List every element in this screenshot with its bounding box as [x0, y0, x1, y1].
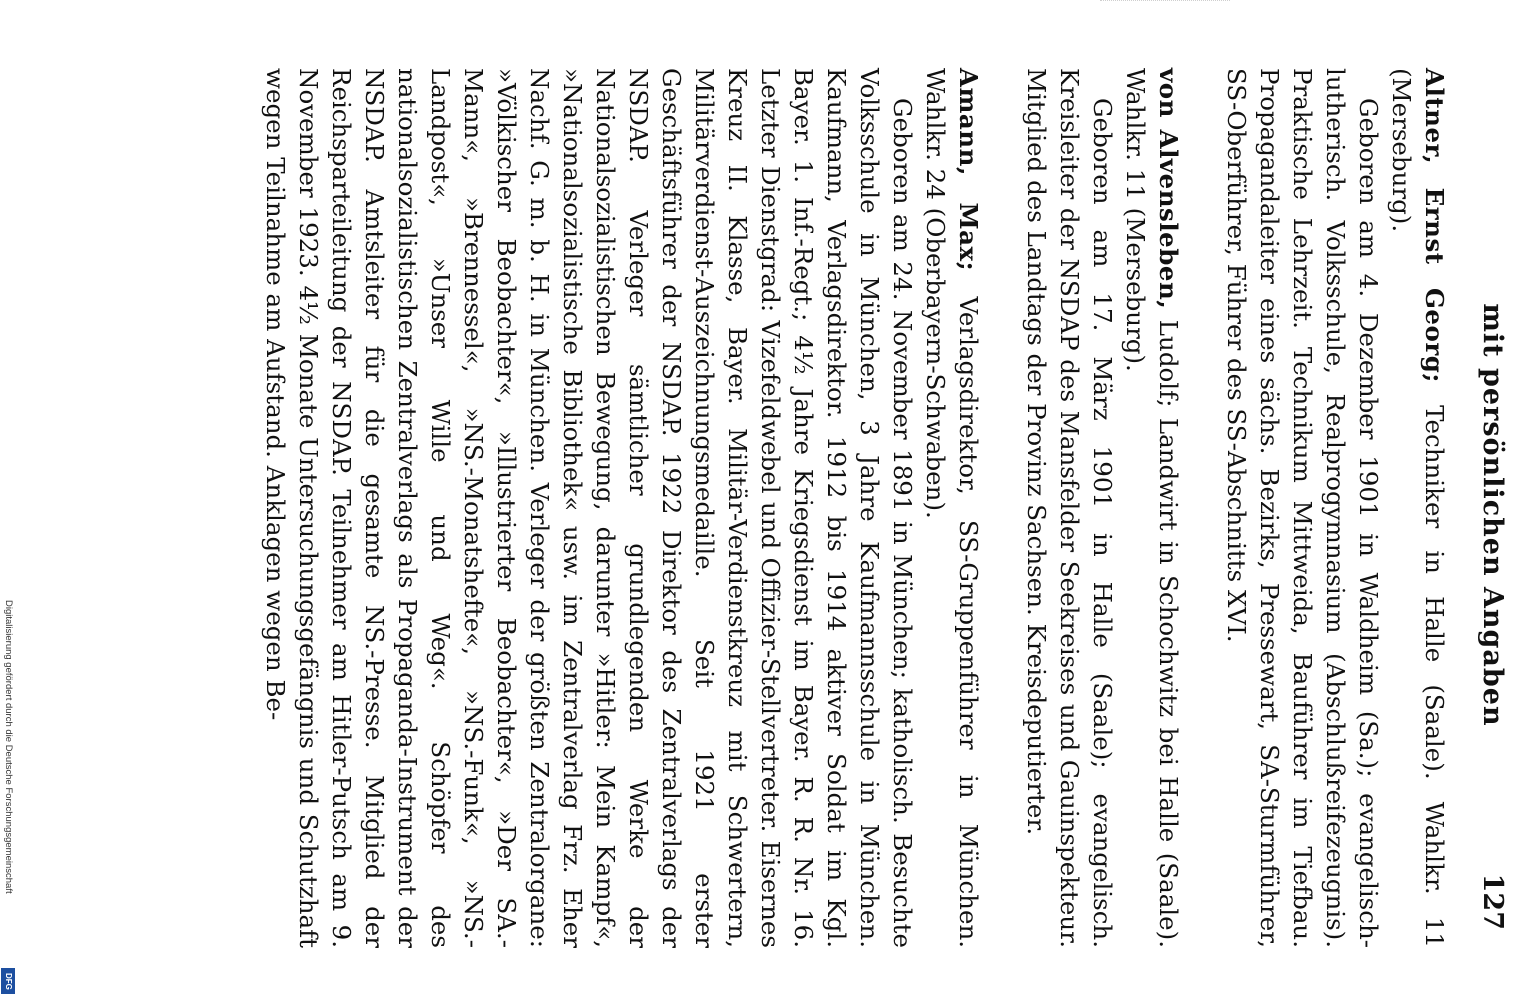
entry-heading-text: Ludolf; Landwirt in Schochwitz bei Halle (Saale). Wahlkr. 11 (Merseburg). — [1121, 68, 1183, 948]
entry-body: Geboren am 4. Dezember 1901 in Waldheim (Sa.); evangelisch-lutherisch. Volksschule, Realprogymnasium (Abschlußreifezeugnis). Praktische Lehrzeit. Technikum Mittweida, Bauführer im Tiefbau. Propagandaleiter eines sächs. Bezirks, Pressewart, SA-Sturmführer, SS-Oberführer, Führer des SS-Abschnitts XVI. — [1222, 68, 1383, 948]
credit-text: Digitalisierung gefördert durch die Deutsche Forschungsgemeinschaft — [3, 600, 14, 894]
entry-list — [224, 68, 1451, 948]
entry-name: Amann, Max; — [954, 68, 983, 272]
entry-body: Geboren am 24. November 1891 in München; katholisch. Besuchte Volksschule in München, 3 Jahre Kaufmannsschule in München. Kaufmann, Verlagsdirektor. 1912 bis 1914 aktiver Soldat im Kgl. Bayer. 1. Inf.-Regt.; 4½ Jahre Kriegsdienst im Bayer. R. R. Nr. 16. Letzter Dienstgrad: Vizefeldwebel und Offizier-Stellvertreter. Eisernes Kreuz II. Klasse, Bayer. Militär-Verdienstkreuz mit Schwertern, Militärverdienst-Auszeichnungsmedaille. Seit 1921 erster Geschäftsführer der NSDAP. 1922 Direktor des Zentralverlags der NSDAP. Verleger sämtlicher grundlegenden Werke der Nationalsozialistischen Bewegung, darunter »Hitler: Mein Kampf«, »Nationalsozialistische Bibliothek« usw. im Zentralverlag Frz. Eher Nachf. G. m. b. H. in München. Verleger der größten Zentralorgane: »Völkischer Beobachter«, »Illustrierter Beobachter«, »Der SA.-Mann«, »Brennessel«, »NS.-Monatshefte«, »NS.-Funk«, »NS.-Landpost«, »Unser Wille und Weg«. Schöpfer des nationalsozialistischen Zentralverlags als Propaganda-Instrument der NSDAP. Amtsleiter für die gesamte NS.-Presse. Mitglied der Reichsparteileitung der NSDAP. Teilnehmer am Hitler-Putsch am 9. November 1923. 4½ Monate Untersuchungsgefängnis und Schutzhaft wegen Teilnahme am Aufstand. Anklagen wegen Be- — [261, 68, 917, 948]
entry-altner — [1220, 68, 1451, 948]
entry-alvensleben — [1020, 68, 1185, 948]
entry-heading — [1119, 68, 1185, 948]
digitization-credit — [0, 600, 18, 995]
entry-name: von Alvensleben, — [1154, 68, 1183, 310]
entry-body: Geboren am 17. März 1901 in Halle (Saale); evangelisch. Kreisleiter der NSDAP des Mansfelder Seekreises und Gauinspekteur. Mitglied des Landtags der Provinz Sachsen. Kreisdeputierter. — [1022, 68, 1117, 948]
entry-heading — [919, 68, 985, 948]
entry-heading-text: Verlagsdirektor, SS-Gruppenführer in München. Wahlkr. 24 (Oberbayern-Schwaben). — [921, 68, 983, 949]
running-title: mit persönlichen Angaben — [1477, 303, 1508, 727]
dfg-logo-icon: DFG — [1, 968, 15, 994]
entry-amann — [259, 68, 985, 948]
entry-heading-text: Techniker in Halle (Saale). Wahlkr. 11 (Merseburg). — [1387, 68, 1449, 948]
scan-artifact — [1100, 0, 1230, 7]
entry-heading — [1385, 68, 1451, 948]
running-head — [1478, 70, 1508, 960]
page-number: 127 — [1477, 873, 1508, 930]
entry-name: Altner, Ernst Georg; — [1420, 68, 1449, 383]
